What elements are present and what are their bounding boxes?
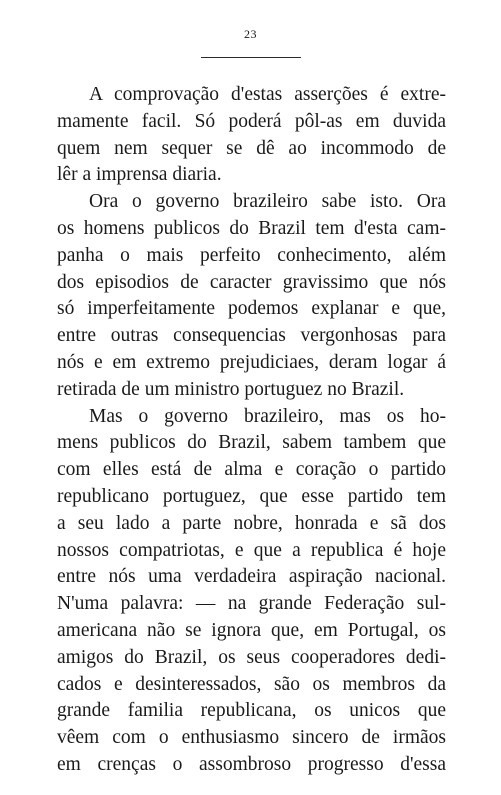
text-line: Mas o governo brazileiro, mas os ho- <box>89 405 446 427</box>
body-text <box>57 82 446 779</box>
text-line: lêr a imprensa diaria. <box>57 164 222 186</box>
text-line: dos episodios de caracter gravissimo que nós <box>57 271 446 293</box>
text-line: os homens publicos do Brazil tem d'esta cam- <box>57 217 446 239</box>
text-line: grande familia republicana, os unicos que <box>57 700 446 722</box>
text-line: A comprovação d'estas asserções é extre- <box>89 84 446 105</box>
text-line: nós e em extremo prejudiciaes, deram logar á <box>57 351 446 373</box>
text-line: republicano portuguez, que esse partido tem <box>57 485 446 507</box>
text-line: americana não se ignora que, em Portugal, os <box>57 619 446 641</box>
text-line: panha o mais perfeito conhecimento, além <box>57 244 446 266</box>
text-line: Ora o governo brazileiro sabe isto. Ora <box>89 191 446 213</box>
text-line: amigos do Brazil, os seus cooperadores dedi- <box>57 646 446 668</box>
text-line: vêem com o enthusiasmo sincero de irmãos <box>57 727 446 749</box>
text-line: mens publicos do Brazil, sabem tambem que <box>57 432 446 454</box>
text-line: N'uma palavra: — na grande Federação sul- <box>57 593 446 615</box>
text-line: a seu lado a parte nobre, honrada e sã dos <box>57 512 446 534</box>
text-line: cados e desinteressados, são os membros da <box>57 673 446 695</box>
text-line: retirada de um ministro portuguez no Brazil. <box>57 378 405 400</box>
text-line: mamente facil. Só poderá pôl-as em duvida <box>57 110 446 132</box>
text-line: com elles está de alma e coração o partido <box>57 459 446 481</box>
header-rule <box>201 57 301 58</box>
text-line: nossos compatriotas, e que a republica é hoje <box>57 539 446 561</box>
text-line: entre outras consequencias vergonhosas para <box>57 325 446 347</box>
text-line: em crenças o assombroso progresso d'essa <box>57 753 446 775</box>
text-line: entre nós uma verdadeira aspiração nacional. <box>57 566 446 588</box>
text-line: quem nem sequer se dê ao incommodo de <box>57 137 446 159</box>
text-line: só imperfeitamente podemos explanar e que, <box>57 298 446 320</box>
page-number: 23 <box>244 27 257 41</box>
